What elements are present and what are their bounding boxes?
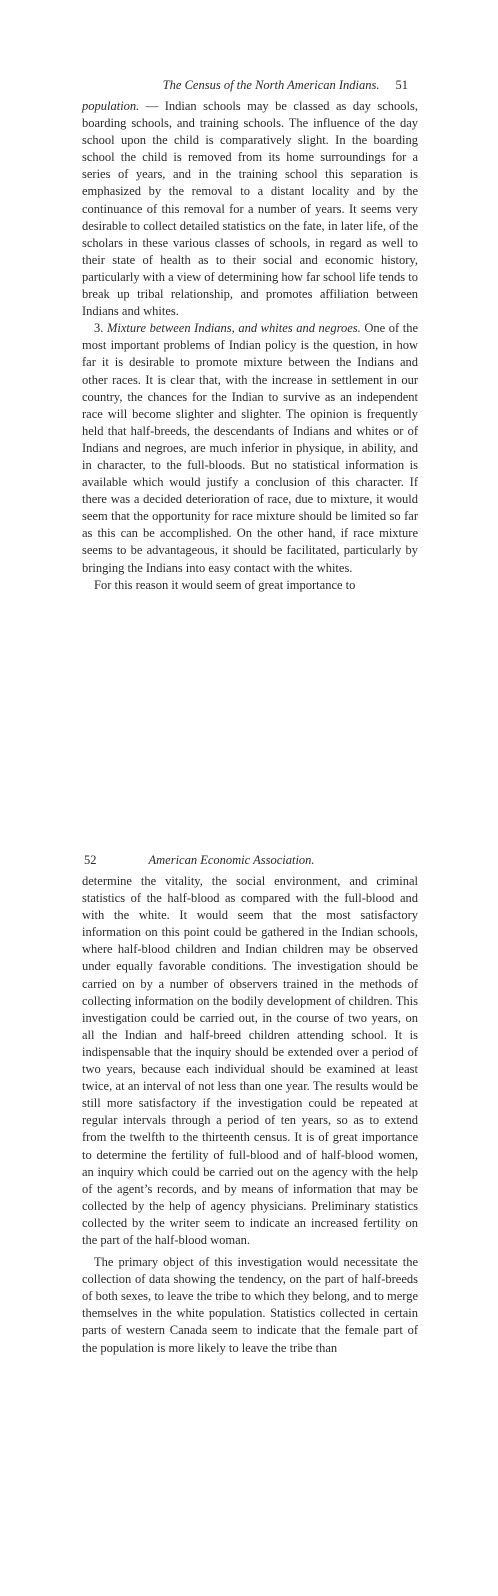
paragraph-body: One of the most important problems of Indian policy is the question, in how far it is desirable to promote mixture between the Indians and other races. It is clear that, with the increase in settlement in our country, the chances for the Indian to survive as an independent race will become slighter and slighter. The opinion is frequently held that half-breeds, the descendants of Indians and whites or of Indians and negroes, are much inferior in physique, in ability, and in character, to the full-bloods. But no statistical information is available which would justify a conclusion of this character. If there was a decided deterioration of race, due to mixture, it would seem that the opportunity for race mixture should be limited so far as this can be accomplished. On the other hand, if race mixture seems to be advantageous, it should be facilitated, particularly by bringing the Indians into easy contact with the whites. <box>82 321 418 575</box>
paragraph-school-statistics <box>82 98 418 320</box>
running-head <box>82 78 418 94</box>
paragraph-lead: population. <box>82 99 140 113</box>
paragraph-half-blood-vitality: determine the vitality, the social environment, and criminal statistics of the half-blood as compared with the full-blood and with the white. It would seem that the most satisfactory information on this point could be gathered in the Indian schools, where half-blood children and Indian children may be observed under equally favorable conditions. The investigation should be carried on by a number of observers trained in the methods of collecting information on the bodily development of children. This investigation could be carried out, in the course of two years, on all the Indian and half-breed children attending school. It is indispensable that the inquiry should be extended over a period of two years, because each individual should be examined at least twice, at an interval of not less than one year. The results would be still more satisfactory if the investigation could be repeated at regular intervals through a period of ten years, so as to extend from the twelfth to the thirteenth census. It is of great importance to determine the fertility of full-blood and of half-blood women, an inquiry which could be carried out on the agency with the help of the agent’s records, and by means of information that may be collected by the help of agency physicians. Preliminary statistics collected by the writer seem to indicate an increased fertility on the part of the half-blood woman. <box>82 874 418 1247</box>
paragraph-race-mixture <box>82 320 418 576</box>
paragraph-continuation: For this reason it would seem of great importance to <box>94 577 356 592</box>
section-heading: Mixture between Indians, and whites and negroes. <box>106 321 361 336</box>
running-title: The Census of the North American Indians. <box>162 78 380 92</box>
paragraph-body: — Indian schools may be classed as day schools, boarding schools, and training schools. The influence of the day school upon the child is comparatively slight. In the boarding school the child is removed from its home surroundings for a series of years, and in the training school this separation is emphasized by the removal to a distant locality and by the continuance of this removal for a number of years. It seems very desirable to collect detailed statistics on the fate, in later life, of the scholars in these various classes of schools, in regard as well to their state of health as to their social and economic history, particularly with a view of determining how far school life tends to break up tribal relationship, and promotes affiliation between Indians and whites. <box>82 99 418 319</box>
paragraph-primary-object: The primary object of this investigation would necessitate the collection of data showing the tendency, on the part of half-breeds of both sexes, to leave the tribe to which they belong, and to merge themselves in the white population. Statistics collected in certain parts of western Canada seem to indicate that the female part of the population is more likely to leave the tribe than <box>82 1255 418 1355</box>
running-title: American Economic Association. <box>148 853 315 867</box>
page-number: 51 <box>395 78 408 92</box>
running-head <box>82 853 418 869</box>
page-51 <box>82 78 418 594</box>
section-number: 3. <box>94 321 107 336</box>
page-52 <box>82 853 418 1357</box>
page-number: 52 <box>84 853 97 867</box>
